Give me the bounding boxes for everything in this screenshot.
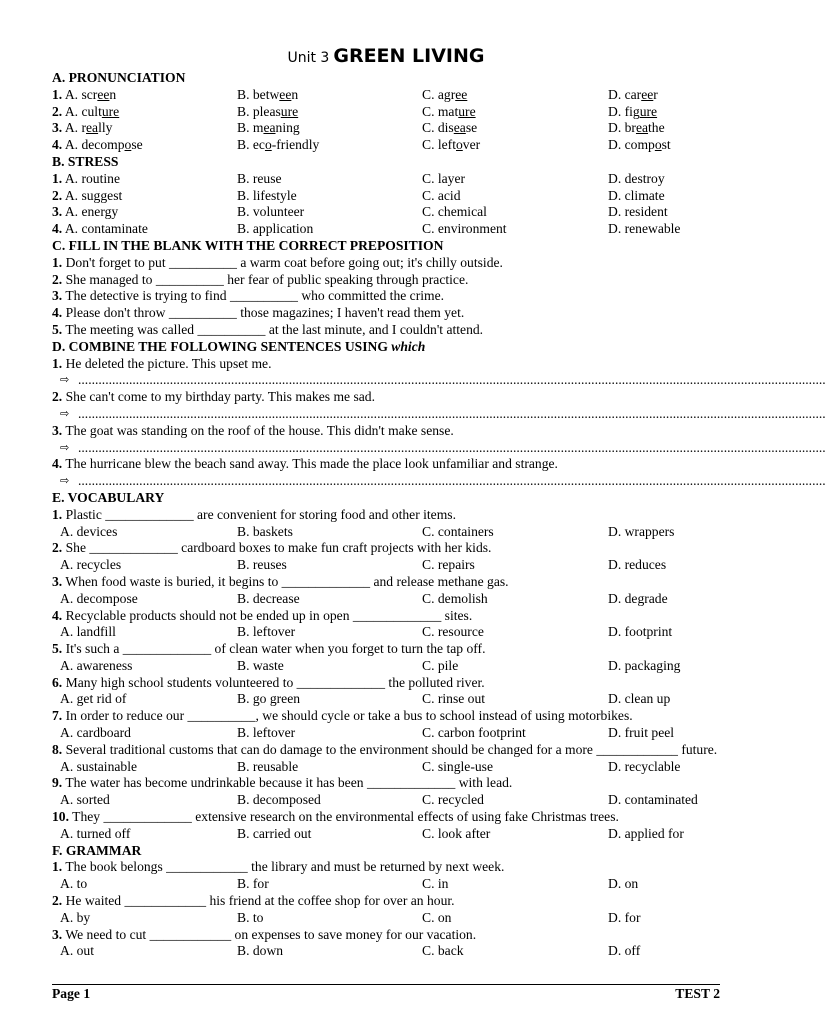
option-text: A. suggest [64,187,123,203]
question-row [52,137,720,154]
question-row [52,272,720,289]
arrow-icon: ⇨ [60,440,70,454]
option-text: A. scr [64,86,98,102]
option-text: C. chemical [422,204,487,220]
answer-option[interactable] [422,120,477,137]
answer-option[interactable]: C. single-use [422,758,493,774]
question-number: 5. [52,321,63,337]
question-number: 3. [52,573,63,589]
question-row [52,809,720,826]
answer-option[interactable]: A. recycles [60,557,122,573]
arrow-icon: ⇨ [60,373,70,387]
arrow-icon: ⇨ [60,406,70,420]
section-heading-stress: B. STRESS [52,153,119,169]
answer-option[interactable] [237,104,298,121]
answer-option[interactable]: C. recycled [422,792,484,808]
options-row [52,876,720,893]
options-row [52,792,720,809]
question-row [52,104,720,121]
question-row [52,389,720,406]
answer-option[interactable] [608,171,665,188]
options-row [52,658,720,675]
question-row [52,775,720,792]
answer-option[interactable] [237,171,282,188]
underlined-sound: ee [97,86,110,102]
question-text: The goat was standing on the roof of the house. This didn't make sense. [65,422,454,438]
question-number: 4. [52,221,63,237]
option-text: B. application [237,221,314,237]
question-number: 4. [52,607,63,623]
answer-option[interactable] [422,221,507,238]
question-text: Plastic _____________ are convenient for storing food and other items. [65,506,456,522]
answer-option[interactable]: D. footprint [608,624,673,640]
page-title [52,44,720,68]
option-text: ver [462,137,481,153]
answer-dots: ............................................................................................................................................................................................................................ [78,405,826,421]
answer-option[interactable] [608,204,668,221]
option-text: B. ec [237,137,265,153]
question-number: 3. [52,204,63,220]
question-number: 4. [52,456,63,472]
answer-option[interactable] [608,188,665,205]
answer-option[interactable] [422,204,487,221]
question-row [52,859,720,876]
preposition-questions [52,255,720,339]
answer-option[interactable]: C. containers [422,523,494,539]
options-row [52,910,720,927]
answer-option[interactable]: C. rinse out [422,691,486,707]
option-text: B. reuse [237,170,282,186]
answer-line[interactable] [52,473,826,490]
question-text: We need to cut ____________ on expenses to save money for our vacation. [65,926,477,942]
option-text: r [653,86,658,102]
question-text: Recyclable products should not be ended up in open _____________ sites. [65,607,473,623]
underlined-sound: o [124,137,132,153]
underlined-sound: ea [86,120,99,136]
answer-option[interactable]: D. reduces [608,557,667,573]
question-text: Don't forget to put __________ a warm coat before going out; it's chilly outside. [65,254,503,270]
question-row [52,708,720,725]
underlined-sound: ure [280,103,299,119]
question-number: 1. [52,355,63,371]
answer-option[interactable]: B. to [237,909,264,925]
question-row [52,574,720,591]
answer-option[interactable] [608,87,658,104]
answer-option[interactable]: D. recyclable [608,758,681,774]
option-text: A. r [64,120,87,136]
answer-option[interactable] [237,204,304,221]
option-text: B. betw [237,86,280,102]
option-text: C. layer [422,170,466,186]
question-row [52,456,720,473]
options-row [52,557,720,574]
option-text: n [109,86,117,102]
vocabulary-questions [52,507,720,843]
option-text: D. fig [608,103,640,119]
test-label: TEST 2 [675,986,720,1001]
option-text: se [131,137,143,153]
question-number: 9. [52,775,63,791]
answer-option[interactable]: C. back [422,943,464,959]
question-row [52,188,720,205]
answer-option[interactable]: A. by [60,909,91,925]
question-number: 2. [52,540,63,556]
answer-option[interactable] [52,221,148,238]
answer-option[interactable] [52,171,120,188]
option-text: D. destroy [608,170,665,186]
answer-option[interactable] [422,137,480,154]
answer-option[interactable]: D. fruit peel [608,725,675,741]
option-text: A. contaminate [64,221,148,237]
question-number: 1. [52,506,63,522]
section-heading-preposition: C. FILL IN THE BLANK WITH THE CORRECT PREPOSITION [52,237,444,253]
answer-option[interactable]: B. decomposed [237,792,321,808]
underlined-sound: ee [455,86,468,102]
underlined-sound: o [264,137,272,153]
underlined-sound: ee [641,86,654,102]
question-number: 8. [52,741,63,757]
option-text: A. decomp [64,137,125,153]
answer-option[interactable]: D. wrappers [608,523,675,539]
option-text: the [648,120,665,136]
answer-option[interactable]: C. repairs [422,557,475,573]
answer-option[interactable]: B. go green [237,691,301,707]
page-footer [52,984,720,1002]
section-heading-vocabulary: E. VOCABULARY [52,489,165,505]
option-text: D. comp [608,137,655,153]
options-row [52,624,720,641]
answer-option[interactable] [608,104,657,121]
option-text: se [465,120,478,136]
option-text: B. lifestyle [237,187,297,203]
question-text: She can't come to my birthday party. This makes me sad. [65,389,375,405]
question-number: 1. [52,859,63,875]
answer-option[interactable]: B. down [237,943,284,959]
option-text: n [291,86,299,102]
question-number: 2. [52,893,63,909]
question-row [52,305,720,322]
answer-dots: ............................................................................................................................................................................................................................ [78,439,826,455]
question-row [52,641,720,658]
question-row [52,927,720,944]
answer-option[interactable] [422,87,467,104]
option-text: lly [98,120,113,136]
unit-title: GREEN LIVING [333,45,485,67]
question-row [52,288,720,305]
answer-option[interactable]: A. awareness [60,657,133,673]
question-number: 10. [52,809,69,825]
question-number: 3. [52,926,63,942]
option-text: B. pleas [237,103,281,119]
question-text: He waited ____________ his friend at the coffee shop for over an hour. [65,893,455,909]
answer-option[interactable]: D. clean up [608,691,671,707]
answer-option[interactable]: C. pile [422,657,459,673]
options-row [52,759,720,776]
answer-dots: ............................................................................................................................................................................................................................ [78,372,826,388]
question-number: 1. [52,254,63,270]
answer-option[interactable]: D. on [608,876,639,892]
answer-option[interactable]: D. applied for [608,825,684,841]
answer-option[interactable] [237,137,319,154]
answer-option[interactable]: B. leftover [237,725,296,741]
answer-option[interactable] [608,120,665,137]
answer-option[interactable] [422,171,465,188]
answer-option[interactable] [237,221,313,238]
answer-option[interactable]: A. get rid of [60,691,127,707]
question-row [52,171,720,188]
option-text: D. br [608,120,636,136]
answer-option[interactable] [608,221,680,238]
answer-option[interactable] [52,120,112,137]
answer-option[interactable] [52,104,119,121]
option-text: C. environment [422,221,507,237]
answer-option[interactable]: A. devices [60,523,118,539]
options-row [52,691,720,708]
worksheet [52,44,826,960]
option-text: D. car [608,86,642,102]
option-text: C. mat [422,103,459,119]
question-text: Several traditional customs that can do damage to the environment should be changed for a more ____________ future. [65,741,718,757]
question-number: 1. [52,86,63,102]
pronunciation-questions [52,87,720,154]
underlined-sound: ure [458,103,476,119]
option-text: D. climate [608,187,665,203]
question-row [52,255,720,272]
option-text: A. routine [64,170,120,186]
answer-line[interactable] [52,439,826,457]
option-text: A. cult [64,103,102,119]
question-number: 7. [52,708,63,724]
question-text: The book belongs ____________ the library and must be returned by next week. [65,859,505,875]
option-text: A. energy [64,204,119,220]
question-row [52,893,720,910]
page-number: Page 1 [52,986,91,1001]
underlined-sound: ure [101,103,120,119]
options-row [52,591,720,608]
question-row [52,221,720,238]
question-text: She managed to __________ her fear of public speaking through practice. [65,271,469,287]
question-number: 3. [52,120,63,136]
question-number: 2. [52,103,63,119]
answer-option[interactable]: C. demolish [422,590,488,606]
answer-option[interactable]: B. carried out [237,825,312,841]
answer-option[interactable]: A. decompose [60,590,138,606]
question-row [52,120,720,137]
underlined-sound: o [455,137,463,153]
unit-label: Unit 3 [287,50,330,66]
answer-line[interactable] [52,372,826,389]
answer-option[interactable] [237,120,300,137]
question-text: Many high school students volunteered to _____________ the polluted river. [65,674,485,690]
question-row [52,87,720,104]
answer-option[interactable]: A. landfill [60,624,116,640]
question-text: They _____________ extensive research on the environmental effects of using fake Christmas trees. [72,809,619,825]
grammar-questions [52,859,720,960]
question-number: 2. [52,389,63,405]
question-row [52,608,720,625]
underlined-sound: ea [635,120,649,136]
options-row [52,943,720,960]
answer-option[interactable] [608,137,671,154]
option-text: B. volunteer [237,204,305,220]
question-number: 2. [52,271,63,287]
question-number: 6. [52,674,63,690]
section-heading-grammar: F. GRAMMAR [52,842,142,858]
answer-option[interactable]: D. for [608,909,641,925]
combine-heading-text: D. COMBINE THE FOLLOWING SENTENCES USING [52,338,392,354]
answer-option[interactable]: B. waste [237,657,284,673]
section-heading-combine [52,339,720,356]
options-row [52,725,720,742]
options-row [52,826,720,843]
answer-option[interactable]: B. leftover [237,624,296,640]
question-number: 4. [52,137,63,153]
question-row [52,423,720,440]
stress-questions [52,171,720,238]
option-text: -friendly [271,137,320,153]
answer-option[interactable]: B. decrease [237,590,300,606]
option-text: st [661,137,671,153]
option-text: C. agr [422,86,456,102]
question-text: The water has become undrinkable because it has been _____________ with lead. [65,775,513,791]
question-number: 4. [52,305,63,321]
answer-option[interactable]: A. sustainable [60,758,138,774]
question-row [52,507,720,524]
answer-option[interactable]: C. on [422,909,452,925]
question-row [52,742,720,759]
answer-option[interactable] [52,87,116,104]
answer-option[interactable]: D. contaminated [608,792,698,808]
answer-option[interactable]: D. off [608,943,641,959]
question-number: 2. [52,187,63,203]
answer-option[interactable]: C. in [422,876,449,892]
option-text: D. resident [608,204,668,220]
question-text: When food waste is buried, it begins to _____________ and release methane gas. [65,573,509,589]
option-text: B. m [237,120,264,136]
answer-option[interactable] [237,87,298,104]
answer-option[interactable] [422,188,461,205]
answer-option[interactable]: A. turned off [60,825,131,841]
question-text: The hurricane blew the beach sand away. This made the place look unfamiliar and strange. [65,456,558,472]
option-text: ning [275,120,300,136]
option-text: C. acid [422,187,461,203]
answer-option[interactable] [52,188,122,205]
answer-option[interactable]: A. to [60,876,88,892]
answer-option[interactable] [52,137,143,154]
question-text: It's such a _____________ of clean water when you forget to turn the tap off. [65,641,486,657]
answer-option[interactable]: A. out [60,943,94,959]
underlined-sound: ure [639,103,658,119]
options-row [52,524,720,541]
underlined-sound: ea [453,120,466,136]
question-text: In order to reduce our __________, we should cycle or take a bus to school instead of using motorbikes. [65,708,633,724]
question-row [52,540,720,557]
question-row [52,675,720,692]
question-row [52,322,720,339]
answer-option[interactable] [52,204,118,221]
answer-option[interactable]: B. baskets [237,523,293,539]
question-number: 3. [52,288,63,304]
answer-option[interactable]: C. resource [422,624,484,640]
option-text: C. left [422,137,456,153]
question-text: Please don't throw __________ those magazines; I haven't read them yet. [65,305,465,321]
question-number: 1. [52,170,63,186]
underlined-sound: ee [279,86,292,102]
answer-option[interactable]: B. reuses [237,557,287,573]
answer-option[interactable] [422,104,476,121]
section-heading-pronunciation: A. PRONUNCIATION [52,70,186,85]
answer-option[interactable] [237,188,297,205]
combine-heading-keyword: which [391,338,426,354]
answer-option[interactable]: A. sorted [60,792,110,808]
answer-option[interactable]: C. look after [422,825,491,841]
question-number: 3. [52,422,63,438]
question-row [52,356,720,373]
answer-dots: ............................................................................................................................................................................................................................ [78,473,826,489]
underlined-sound: o [654,137,662,153]
answer-option[interactable]: B. for [237,876,269,892]
answer-option[interactable]: C. carbon footprint [422,725,526,741]
answer-option[interactable]: A. cardboard [60,725,131,741]
option-text: C. dis [422,120,454,136]
option-text: D. renewable [608,221,681,237]
question-number: 5. [52,641,63,657]
question-text: The detective is trying to find __________ who committed the crime. [65,288,445,304]
answer-option[interactable]: B. reusable [237,758,299,774]
answer-line[interactable] [52,405,826,423]
question-text: She _____________ cardboard boxes to make fun craft projects with her kids. [65,540,492,556]
question-row [52,204,720,221]
combine-questions [52,355,826,490]
question-text: He deleted the picture. This upset me. [65,355,272,371]
arrow-icon: ⇨ [60,474,70,488]
answer-option[interactable]: D. degrade [608,590,668,606]
underlined-sound: ea [263,120,276,136]
answer-option[interactable]: D. packaging [608,657,681,673]
question-text: The meeting was called __________ at the last minute, and I couldn't attend. [65,321,484,337]
